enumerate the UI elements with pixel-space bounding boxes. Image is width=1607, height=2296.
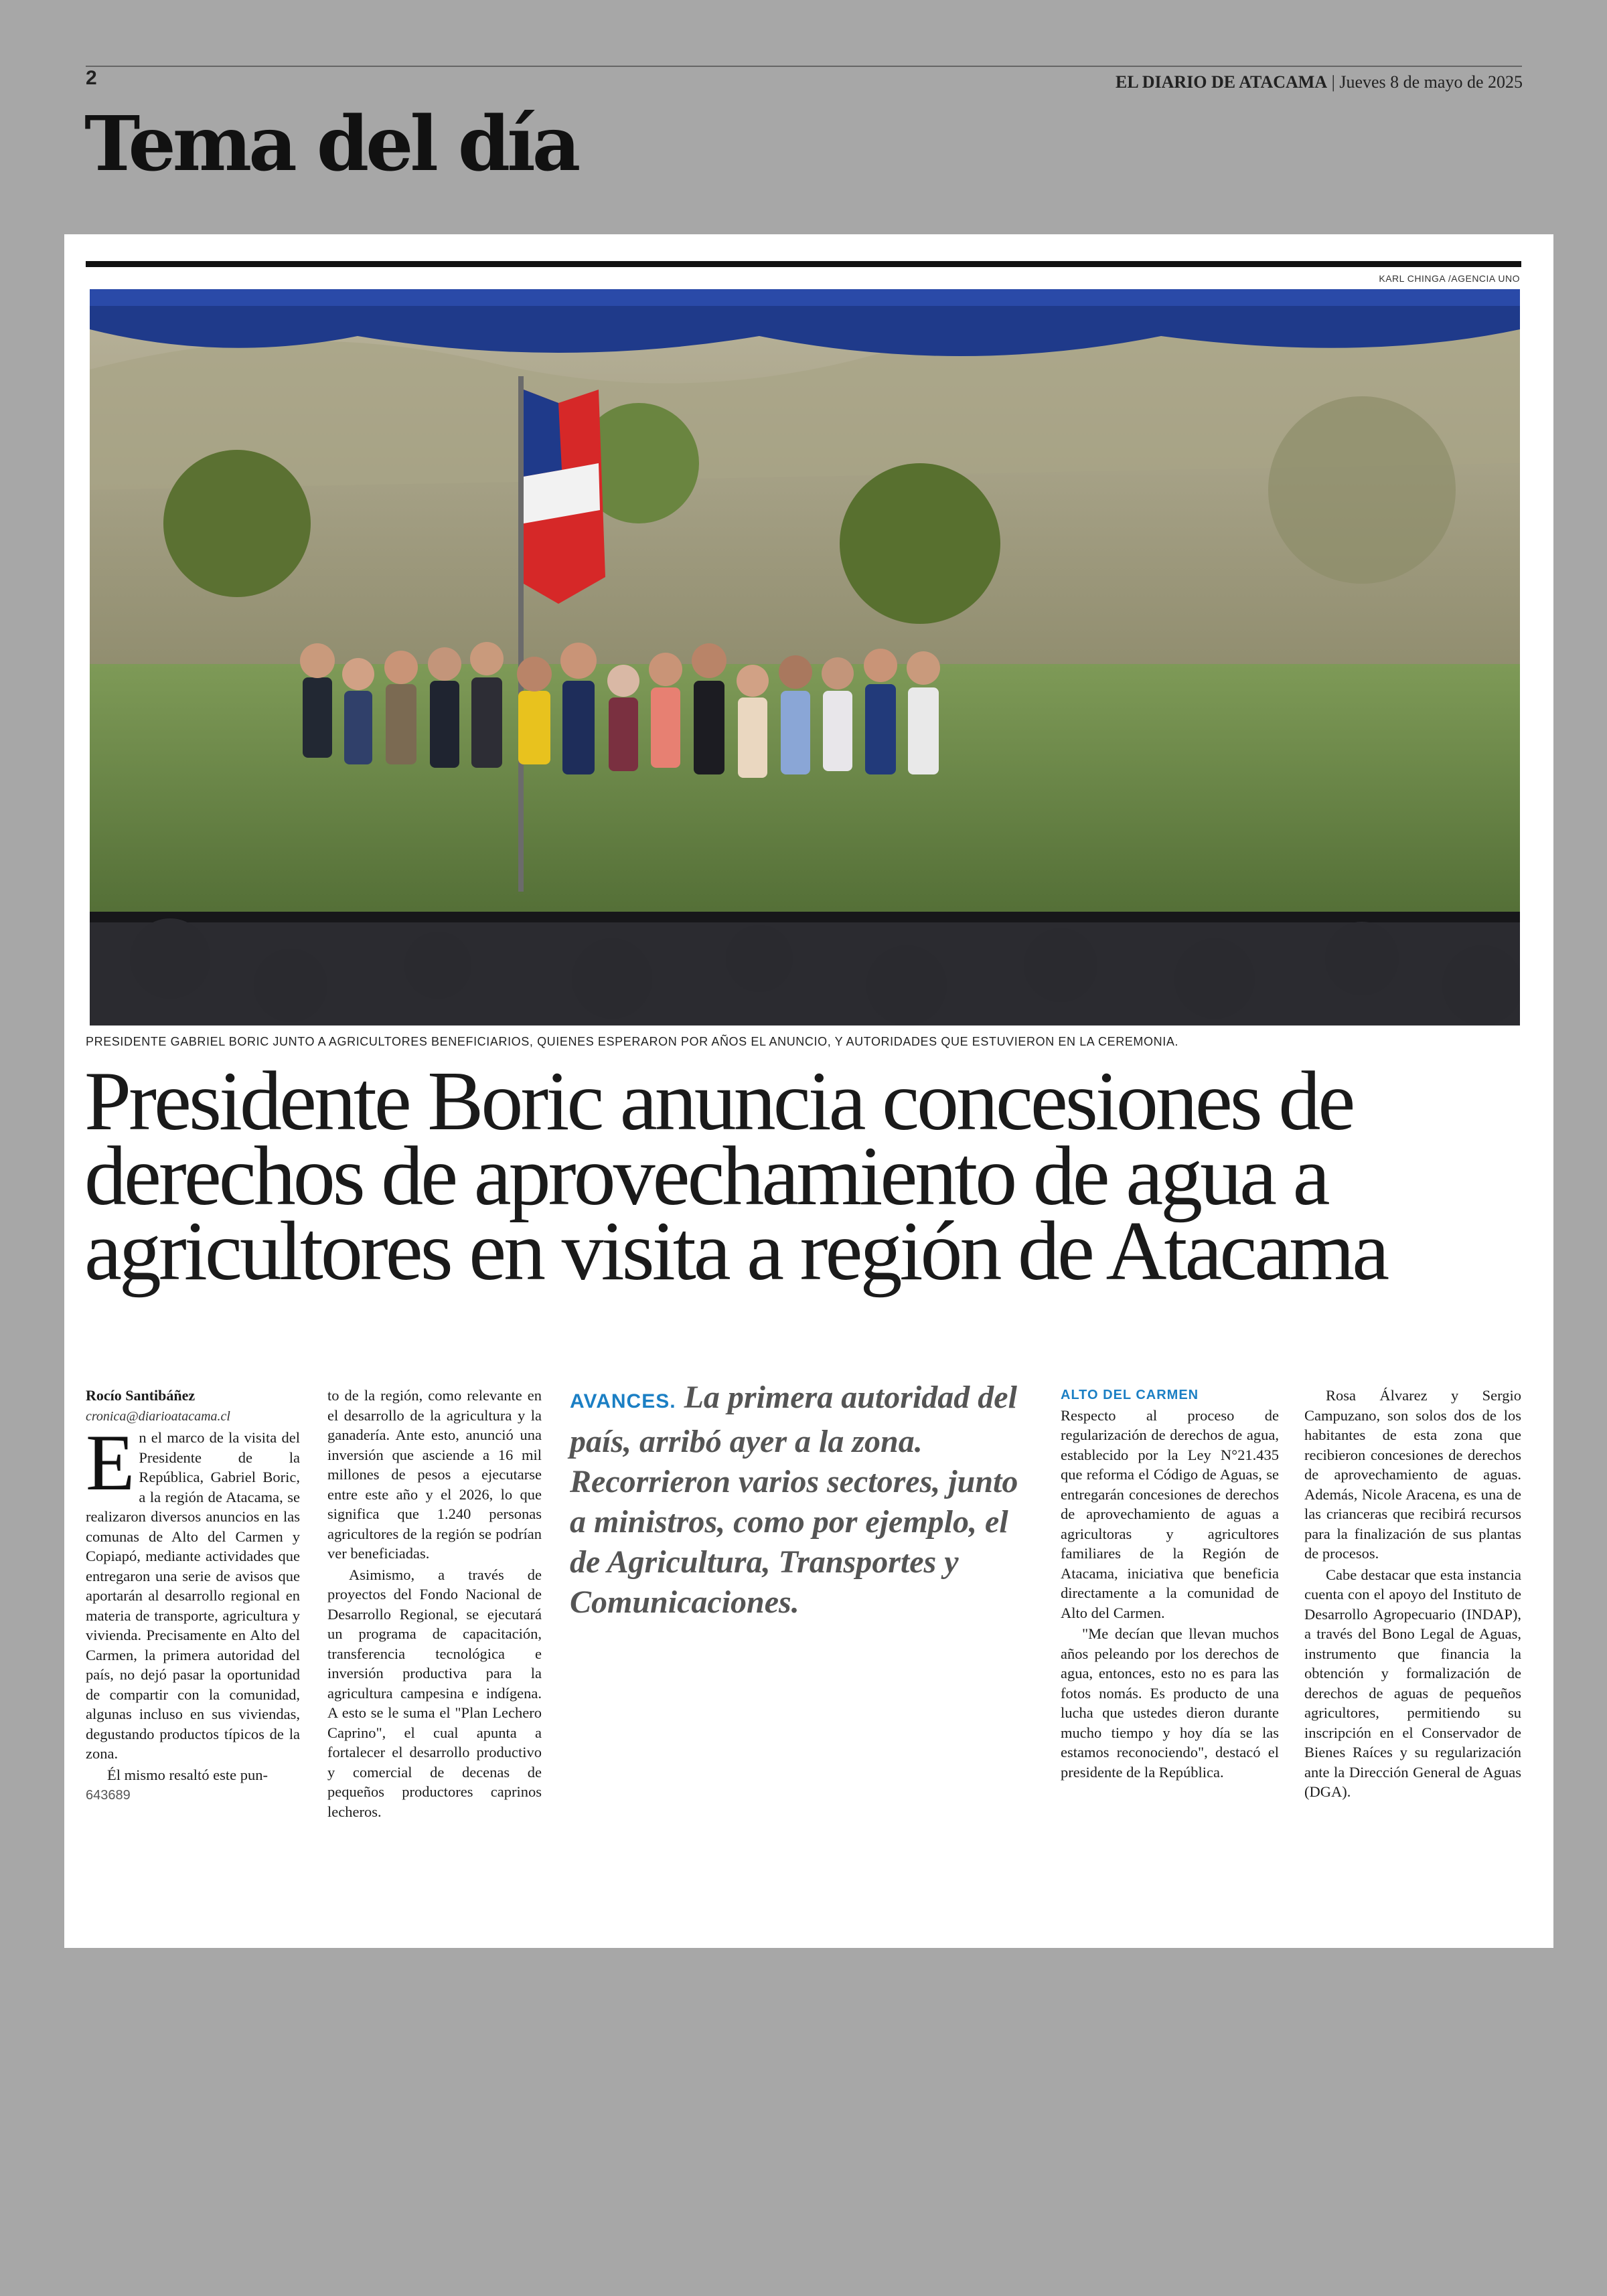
page-number: 2	[86, 67, 97, 89]
lead-paragraph	[86, 1418, 300, 1764]
paragraph: Asimismo, a través de proyectos del Fondo Nacional de Desarrollo Regional, se ejecutará un programa de capacitación, transferencia tecnológica e inversión productiva para la agricultura campesina e indígena. A esto se le suma el "Plan Lechero Caprino", el cual apunta a fortalecer el desarrollo productivo y comercial de decenas de pequeños productores caprinos lecheros.	[327, 1566, 542, 1820]
paragraph: Rosa Álvarez y Sergio Campuzano, son solos dos de los habitantes de esta zona que recibieron concesiones de derechos de aprovechamiento de aguas. Además, Nicole Aracena, es una de las crianceras que recibirá recursos para la finalización de sus plantas de procesos.	[1304, 1387, 1521, 1562]
newspaper-name: EL DIARIO DE ATACAMA	[1115, 72, 1328, 92]
article-rule	[86, 261, 1521, 267]
column-4	[1061, 1386, 1279, 1783]
article-code: 643689	[86, 1788, 131, 1803]
issue-date: | Jueves 8 de mayo de 2025	[1331, 72, 1523, 92]
article-sheet	[64, 234, 1553, 1948]
ceremony-photo	[90, 289, 1520, 1026]
pull-quote-label: AVANCES.	[570, 1390, 676, 1412]
paragraph: Él mismo resaltó este pun-	[107, 1766, 268, 1783]
column-2	[327, 1386, 542, 1823]
pull-quote-text: La primera autoridad del país, arribó ayer a la zona. Recorrieron varios sectores, junto a ministros, como por ejemplo, el de Agricultura, Transportes y Comunicaciones.	[570, 1380, 1018, 1620]
section-title: Tema del día	[84, 100, 578, 188]
masthead	[1116, 72, 1523, 92]
paragraph: Respecto al proceso de regularización de derechos de agua, establecido por la Ley N°21.435 que reforma el Código de Aguas, se entregarán concesiones de derechos de aprovechamiento de aguas a agricultoras y agricultores familiares de la Región de Atacama, iniciativa que beneficia directamente a la comunidad de Alto del Carmen.	[1061, 1406, 1279, 1621]
column-1	[86, 1386, 300, 1806]
paragraph: Cabe destacar que esta instancia cuenta con el apoyo del Instituto de Desarrollo Agropecuario (INDAP), a través del Bono Legal de Aguas, instrumento que financia la obtención y formalización de derechos de aguas de pequeños agricultores, permitiendo su inscripción en el Conservador de Bienes Raíces y su regularización ante la Dirección General de Aguas (DGA).	[1304, 1566, 1521, 1800]
top-rule	[86, 66, 1522, 67]
paragraph: "Me decían que llevan muchos años peleando por los derechos de agua, entonces, esto no es para las fotos nomás. Es producto de una lucha que ustedes dieron durante mucho tiempo y hoy día se las estamos reconociendo", destacó el presidente de la República.	[1061, 1625, 1279, 1781]
pull-quote	[570, 1378, 1039, 1623]
location-kicker: ALTO DEL CARMEN	[1061, 1388, 1199, 1402]
column-5	[1304, 1386, 1521, 1803]
photo-caption: PRESIDENTE GABRIEL BORIC JUNTO A AGRICULTORES BENEFICIARIOS, QUIENES ESPERARON POR AÑOS EL ANUNCIO, Y AUTORIDADES QUE ESTUVIERON EN LA CEREMONIA.	[86, 1035, 1179, 1048]
photo-credit: KARL CHINGA /AGENCIA UNO	[1379, 273, 1520, 284]
lead-text: n el marco de la visita del Presidente de la República, Gabriel Boric, a la región de Atacama, se realizaron diversos anuncios en las comunas de Alto del Carmen y Copiapó, mediante actividades que entregaron una serie de avisos que aportarán al desarrollo regional en materia de transporte, agricultura y vivienda. Precisamente en Alto del Carmen, la primera autoridad del país, no dejó pasar la oportunidad de compartir con la comunidad, algunas incluso en sus viviendas, degustando productos típicos de la zona.	[86, 1429, 300, 1762]
author-email: cronica@diarioatacama.cl	[86, 1408, 230, 1424]
drop-cap: E	[86, 1418, 135, 1507]
author-name: Rocío Santibáñez	[86, 1387, 196, 1404]
headline: Presidente Boric anuncia concesiones de derechos de aprovechamiento de agua a agricultores en visita a región de Atacama	[84, 1055, 1387, 1298]
paragraph: to de la región, como relevante en el desarrollo de la agricultura y la ganadería. Ante esto, anunció una inversión que asciende a 16 mil millones de pesos a ejecutarse entre este año y el 2026, lo que significa que 1.240 personas agricultores de la región se podrían ver beneficiadas.	[327, 1387, 542, 1562]
